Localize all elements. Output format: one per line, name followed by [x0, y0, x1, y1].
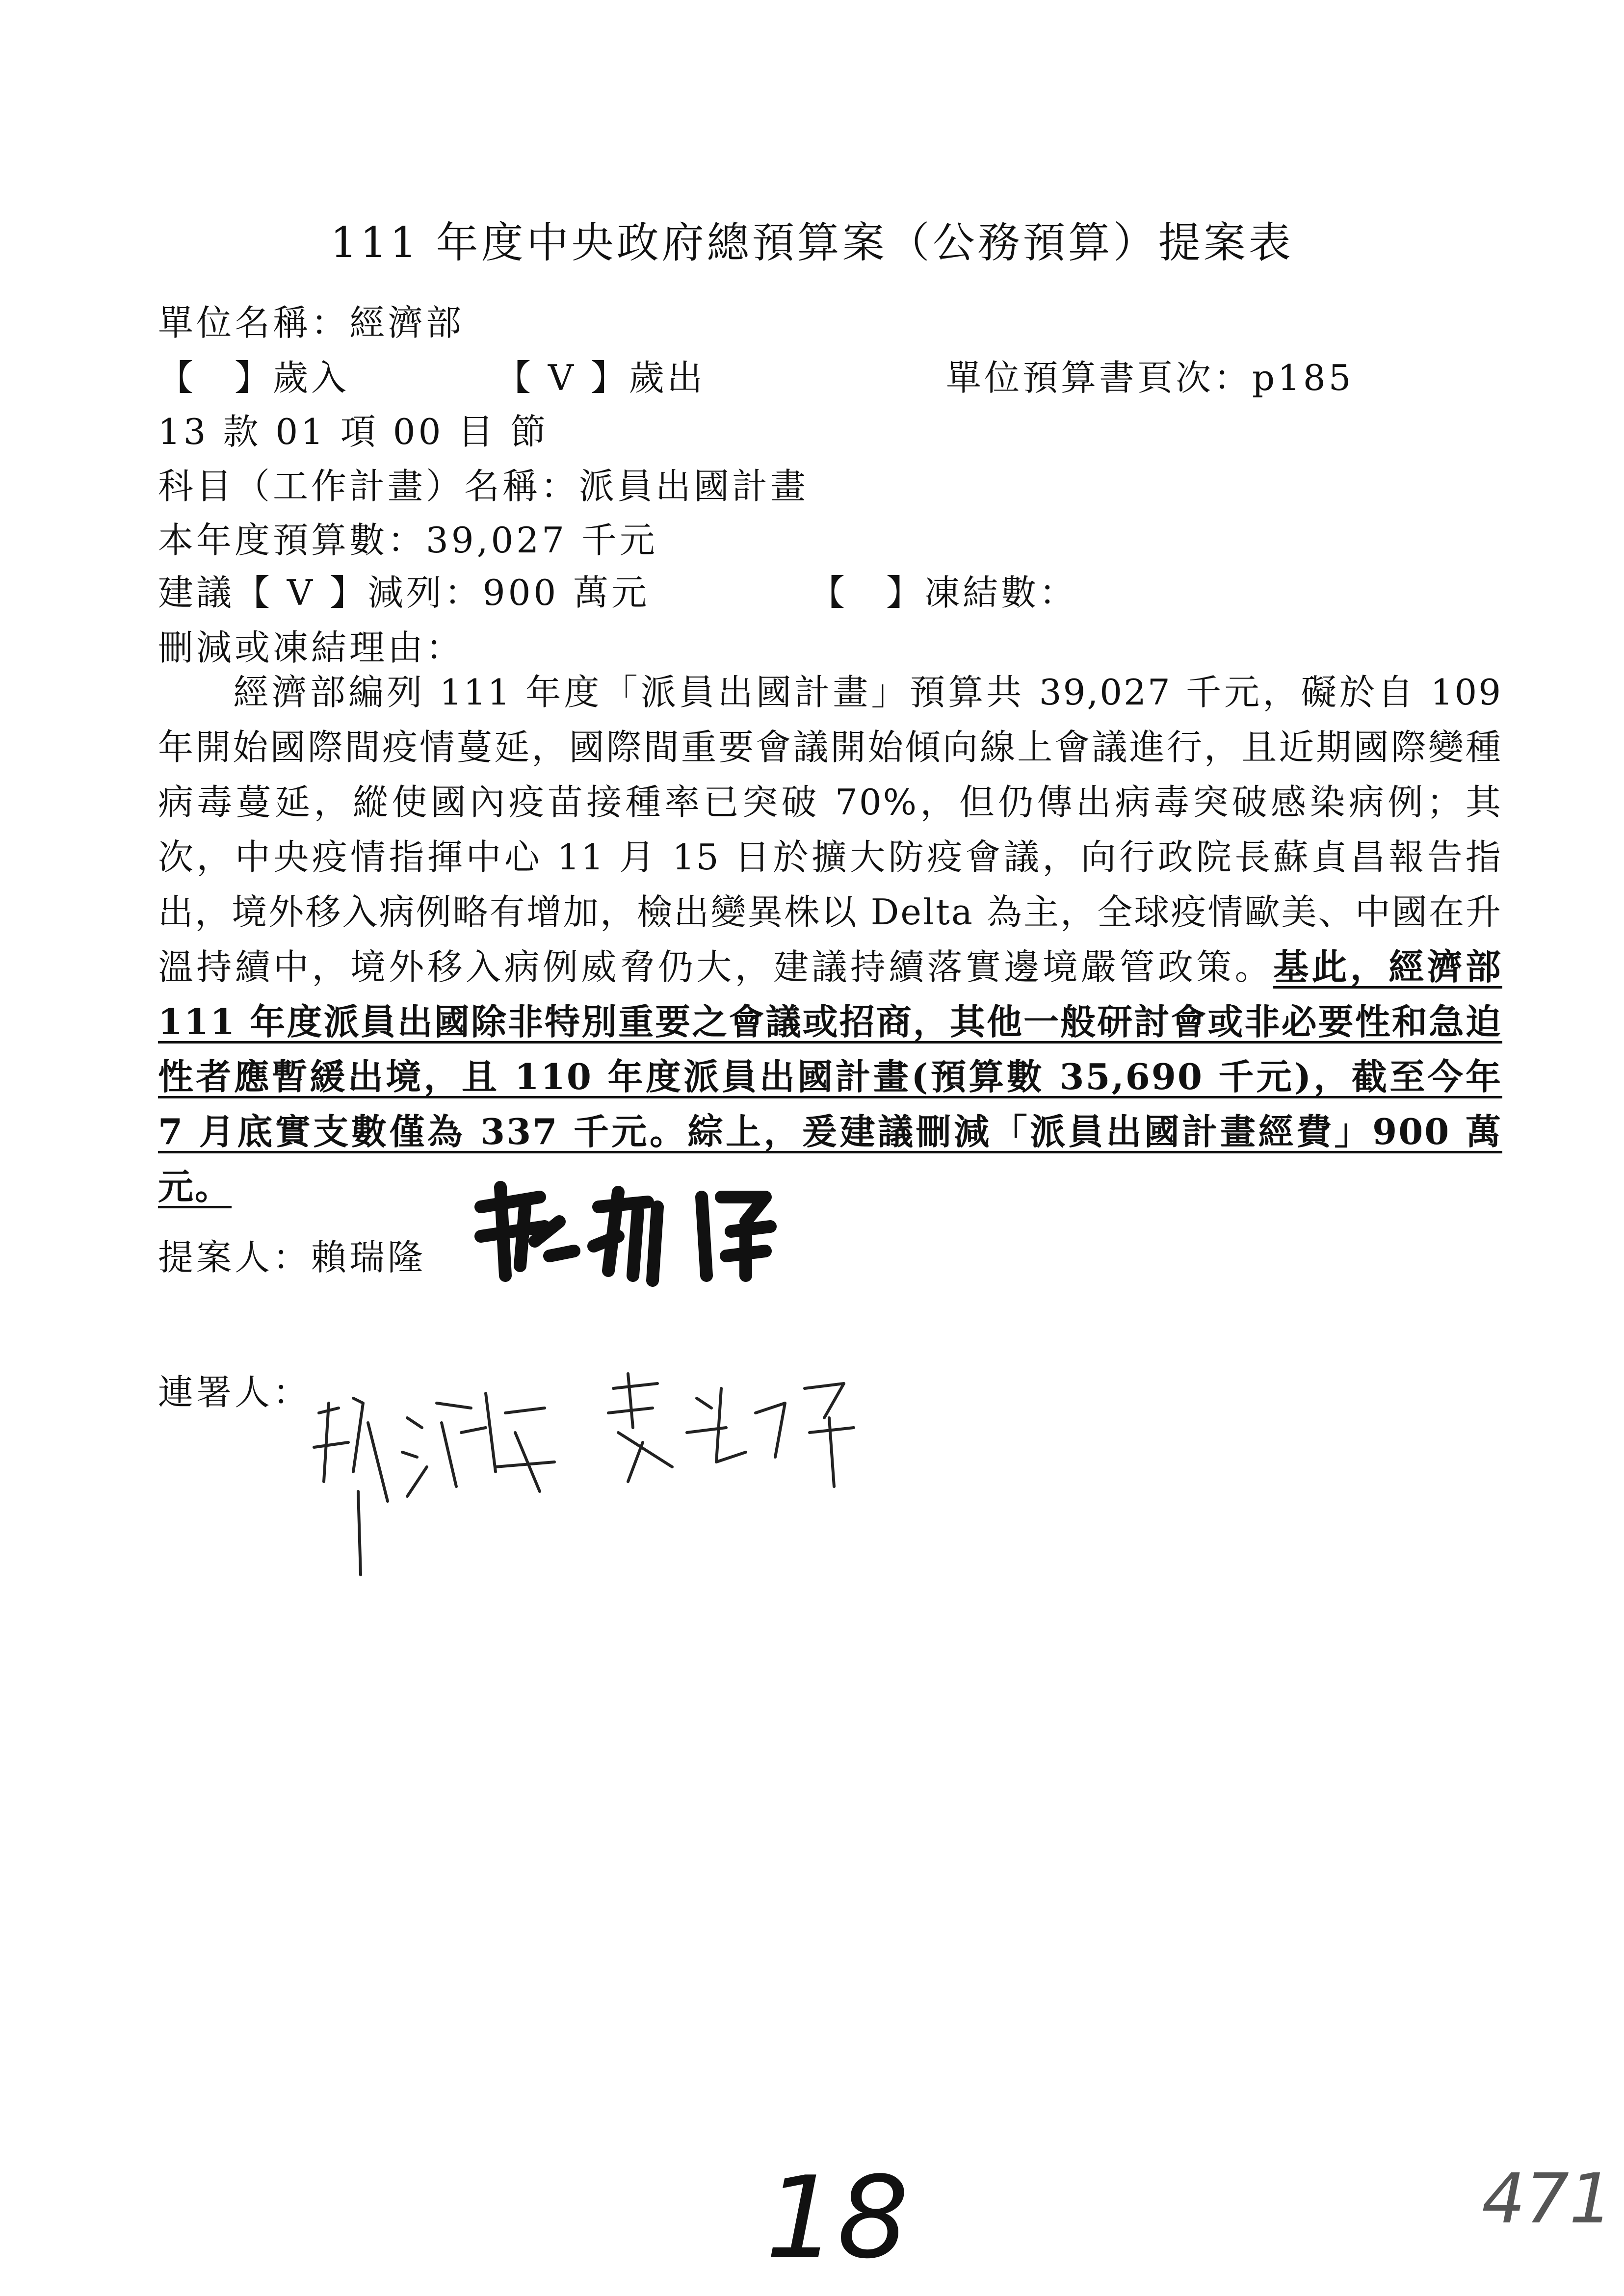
freeze-amount: 【 】凍結數： — [810, 572, 1078, 613]
subject-name: 科目（工作計畫）名稱：派員出國計畫 — [158, 466, 809, 507]
reason-emphasis: 基此，經濟部 111 年度派員出國除非特別重要之會議或招商，其他一般研討會或非必要性和急迫性者應暫緩出境，且 110 年度派員出國計畫(預算數 35,690 千元)，截至今年 7 月底實支數僅為 337 千元。綜上，爰建議刪減「派員出國計畫經費」900 萬元。 — [158, 946, 1502, 1207]
revenue-checkbox: 【 】歲入 — [158, 357, 350, 398]
reason-label: 刪減或凍結理由： — [158, 627, 465, 668]
cut-suggestion: 建議【 V 】減列：900 萬元 — [158, 572, 650, 613]
proposer: 提案人：賴瑞隆 — [158, 1237, 426, 1278]
page-stamp — [1482, 2154, 1613, 2242]
page-number-handwritten — [765, 2153, 913, 2284]
reason-body — [158, 665, 1502, 1214]
proposer-signature — [471, 1177, 785, 1295]
budget-page-ref: 單位預算書頁次：p185 — [946, 357, 1354, 398]
page-title: 111 年度中央政府總預算案（公務預算）提案表 — [330, 218, 1294, 267]
page-stamp-text: 471 — [1482, 2159, 1613, 2239]
cosigner-signature-1 — [309, 1374, 564, 1580]
page-number-text: 18 — [765, 2153, 909, 2284]
budget-section: 13 款 01 項 00 目 節 — [158, 411, 549, 452]
cosigners-label: 連署人： — [158, 1372, 312, 1413]
budget-amount: 本年度預算數：39,027 千元 — [158, 520, 658, 561]
reason-text: 經濟部編列 111 年度「派員出國計畫」預算共 39,027 千元，礙於自 109 年開始國際間疫情蔓延，國際間重要會議開始傾向線上會議進行，且近期國際變種病毒蔓延，縱使國內疫苗接種率已突破 70%，但仍傳出病毒突破感染病例；其次，中央疫情指揮中心 11 月 15 日於擴大防疫會議，向行政院長蘇貞昌報告指出，境外移入病例略有增加，檢出變異株以 Delta 為主，全球疫情歐美、中國在升溫持續中，境外移入病例威脅仍大，建議持續落實邊境嚴管政策。 — [158, 672, 1502, 988]
expenditure-checkbox: 【 V 】歲出 — [496, 357, 706, 398]
unit-name: 單位名稱：經濟部 — [158, 302, 465, 343]
cosigner-signature-2 — [599, 1369, 873, 1516]
